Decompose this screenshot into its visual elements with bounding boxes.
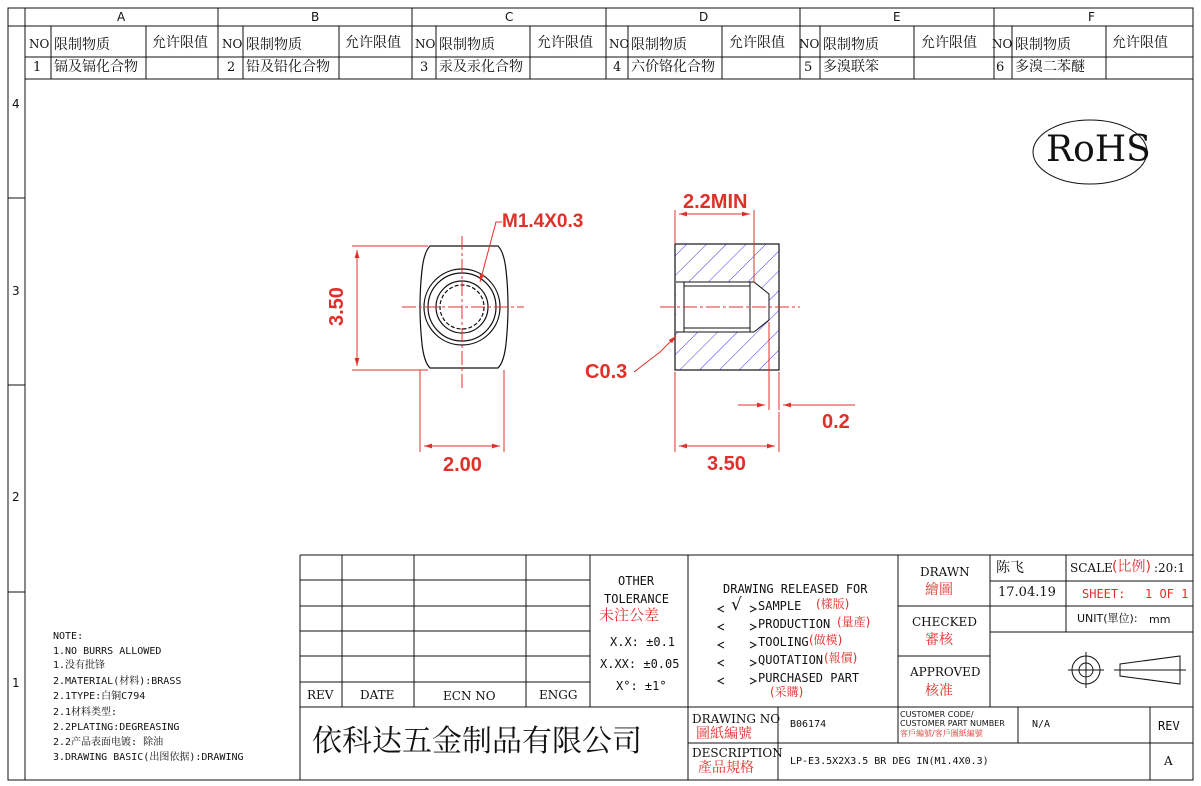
zone-col-b: B (311, 10, 320, 24)
engg-header: ENGG (539, 688, 578, 702)
release-purchased-cn: (采購) (770, 685, 804, 699)
notes-title: NOTE: (53, 631, 84, 642)
release-title: DRAWING RELEASED FOR (723, 582, 868, 596)
release-purchased: PURCHASED PART (758, 671, 860, 685)
tolerance-title-2: TOLERANCE (604, 592, 670, 606)
customer-part-label: CUSTOMER PART NUMBER (900, 719, 1005, 728)
sub-name-header: 限制物质 (246, 37, 302, 53)
company-name: 依科达五金制品有限公司 (312, 724, 642, 759)
note-line: 1.没有批锋 (53, 660, 106, 671)
release-production: PRODUCTION (758, 617, 831, 631)
scale-label-cn: (比例) (1112, 559, 1151, 575)
sub-limit-header: 允许限值 (729, 35, 785, 51)
checked-label-cn: 審核 (925, 632, 953, 648)
note-line: 2.2产品表面电镀: 除油 (53, 737, 164, 748)
note-line: 2.1TYPE:白铜C794 (53, 691, 146, 702)
drawing-no-label-cn: 圖紙編號 (696, 726, 752, 742)
sub-no: 4 (613, 60, 622, 75)
tolerance-x2: X.XX: ±0.05 (600, 657, 680, 671)
description-label: DESCRIPTION (692, 746, 783, 760)
scale-value: :20:1 (1154, 561, 1185, 575)
note-line: 3.DRAWING BASIC(出图依据):DRAWING (53, 752, 244, 763)
sub-no-header: NO (415, 37, 436, 51)
sub-no: 6 (996, 60, 1005, 75)
zone-row-4: 4 (12, 97, 20, 111)
dim-height: 3.50 (326, 287, 348, 326)
sub-no-header: NO (992, 37, 1013, 51)
customer-label-cn: 客戶編號/客戶圖紙編號 (900, 729, 983, 738)
dim-chamfer: C0.3 (585, 361, 628, 383)
drawer-name: 陈飞 (996, 560, 1024, 576)
dim-offset: 0.2 (822, 411, 850, 433)
tolerance-title-1: OTHER (618, 574, 655, 588)
zone-row-2: 2 (12, 490, 20, 504)
rev-value: A (1164, 754, 1173, 768)
sub-limit-header: 允许限值 (921, 35, 977, 51)
note-line: 2.2PLATING:DEGREASING (53, 722, 180, 733)
note-line: 2.MATERIAL(材料):BRASS (53, 676, 182, 687)
release-sample: SAMPLE (758, 599, 802, 613)
sub-name-header: 限制物质 (823, 37, 879, 53)
sheet-value: 1 OF 1 (1145, 587, 1189, 601)
rohs-mark: RoHS (1046, 129, 1151, 170)
sub-limit-header: 允许限值 (152, 35, 208, 51)
note-line: 1.NO BURRS ALLOWED (53, 646, 162, 657)
sub-name: 镉及镉化合物 (54, 59, 138, 75)
approved-label: APPROVED (910, 665, 981, 679)
release-brackets (718, 606, 756, 684)
sub-name-header: 限制物质 (1015, 37, 1071, 53)
release-production-cn: (量產) (837, 615, 871, 629)
sub-name: 汞及汞化合物 (439, 59, 523, 75)
release-tooling-cn: (做模) (809, 633, 843, 647)
projection-symbol (1068, 652, 1186, 688)
drawing-no-value: B06174 (790, 719, 827, 730)
date-header: DATE (360, 688, 395, 702)
sub-no-header: NO (799, 37, 820, 51)
sub-limit-header: 允许限值 (1112, 35, 1168, 51)
sub-name: 六价铬化合物 (631, 59, 715, 75)
sub-no: 1 (33, 60, 42, 75)
dim-thread: M1.4X0.3 (502, 211, 584, 232)
sub-name-header: 限制物质 (54, 37, 110, 53)
description-label-cn: 產品規格 (698, 760, 754, 776)
description-value: LP-E3.5X2X3.5 BR DEG IN(M1.4X0.3) (790, 756, 989, 767)
sub-limit-header: 允许限值 (537, 35, 593, 51)
ecn-header: ECN NO (443, 689, 496, 703)
sub-no-header: NO (609, 37, 630, 51)
dim-length: 3.50 (707, 453, 746, 475)
sheet-label: SHEET: (1082, 587, 1126, 601)
unit-label: UNIT(單位): (1077, 612, 1138, 625)
zone-col-d: D (699, 10, 709, 24)
sub-limit-header: 允许限值 (345, 35, 401, 51)
release-check-mark[interactable]: √ (731, 595, 742, 615)
release-sample-cn: (樣版) (816, 597, 850, 611)
sub-no: 5 (804, 60, 813, 75)
tolerance-deg: X°: ±1° (616, 679, 667, 693)
sub-no: 3 (420, 60, 429, 75)
sub-no: 2 (227, 60, 236, 75)
release-quotation-cn: (報價) (824, 651, 858, 665)
tolerance-x1: X.X: ±0.1 (610, 635, 676, 649)
sub-no-header: NO (29, 37, 50, 51)
drawn-date: 17.04.19 (998, 585, 1056, 600)
drawn-label: DRAWN (920, 565, 970, 579)
release-quotation: QUOTATION (758, 653, 824, 667)
zone-row-3: 3 (12, 284, 20, 298)
sub-no-header: NO (222, 37, 243, 51)
dim-width: 2.00 (443, 454, 482, 476)
zone-col-a: A (117, 10, 126, 24)
zone-col-f: F (1088, 10, 1095, 24)
unit-value: mm (1149, 613, 1171, 626)
tolerance-title-cn: 未注公差 (599, 606, 660, 624)
drawing-no-label: DRAWING NO (692, 712, 781, 726)
sub-name: 多溴二苯醚 (1015, 59, 1085, 75)
customer-value: N/A (1032, 719, 1051, 730)
note-line: 2.1材料类型: (53, 707, 118, 718)
release-tooling: TOOLING (758, 635, 809, 649)
sub-name-header: 限制物质 (631, 37, 687, 53)
section-view (660, 244, 800, 370)
rev-header: REV (307, 688, 334, 702)
approved-label-cn: 核准 (925, 683, 953, 699)
drawn-label-cn: 繪圖 (925, 582, 953, 598)
rev-label: REV (1158, 719, 1180, 733)
customer-code-label: CUSTOMER CODE/ (900, 710, 974, 719)
sub-name: 多溴联笨 (823, 59, 879, 75)
zone-row-1: 1 (12, 676, 20, 690)
sub-name: 铅及铅化合物 (246, 59, 330, 75)
scale-label: SCALE (1070, 561, 1113, 575)
checked-label: CHECKED (912, 615, 977, 629)
sub-name-header: 限制物质 (439, 37, 495, 53)
dim-thread-depth: 2.2MIN (683, 191, 748, 213)
zone-col-c: C (505, 10, 514, 24)
zone-col-e: E (893, 10, 901, 24)
